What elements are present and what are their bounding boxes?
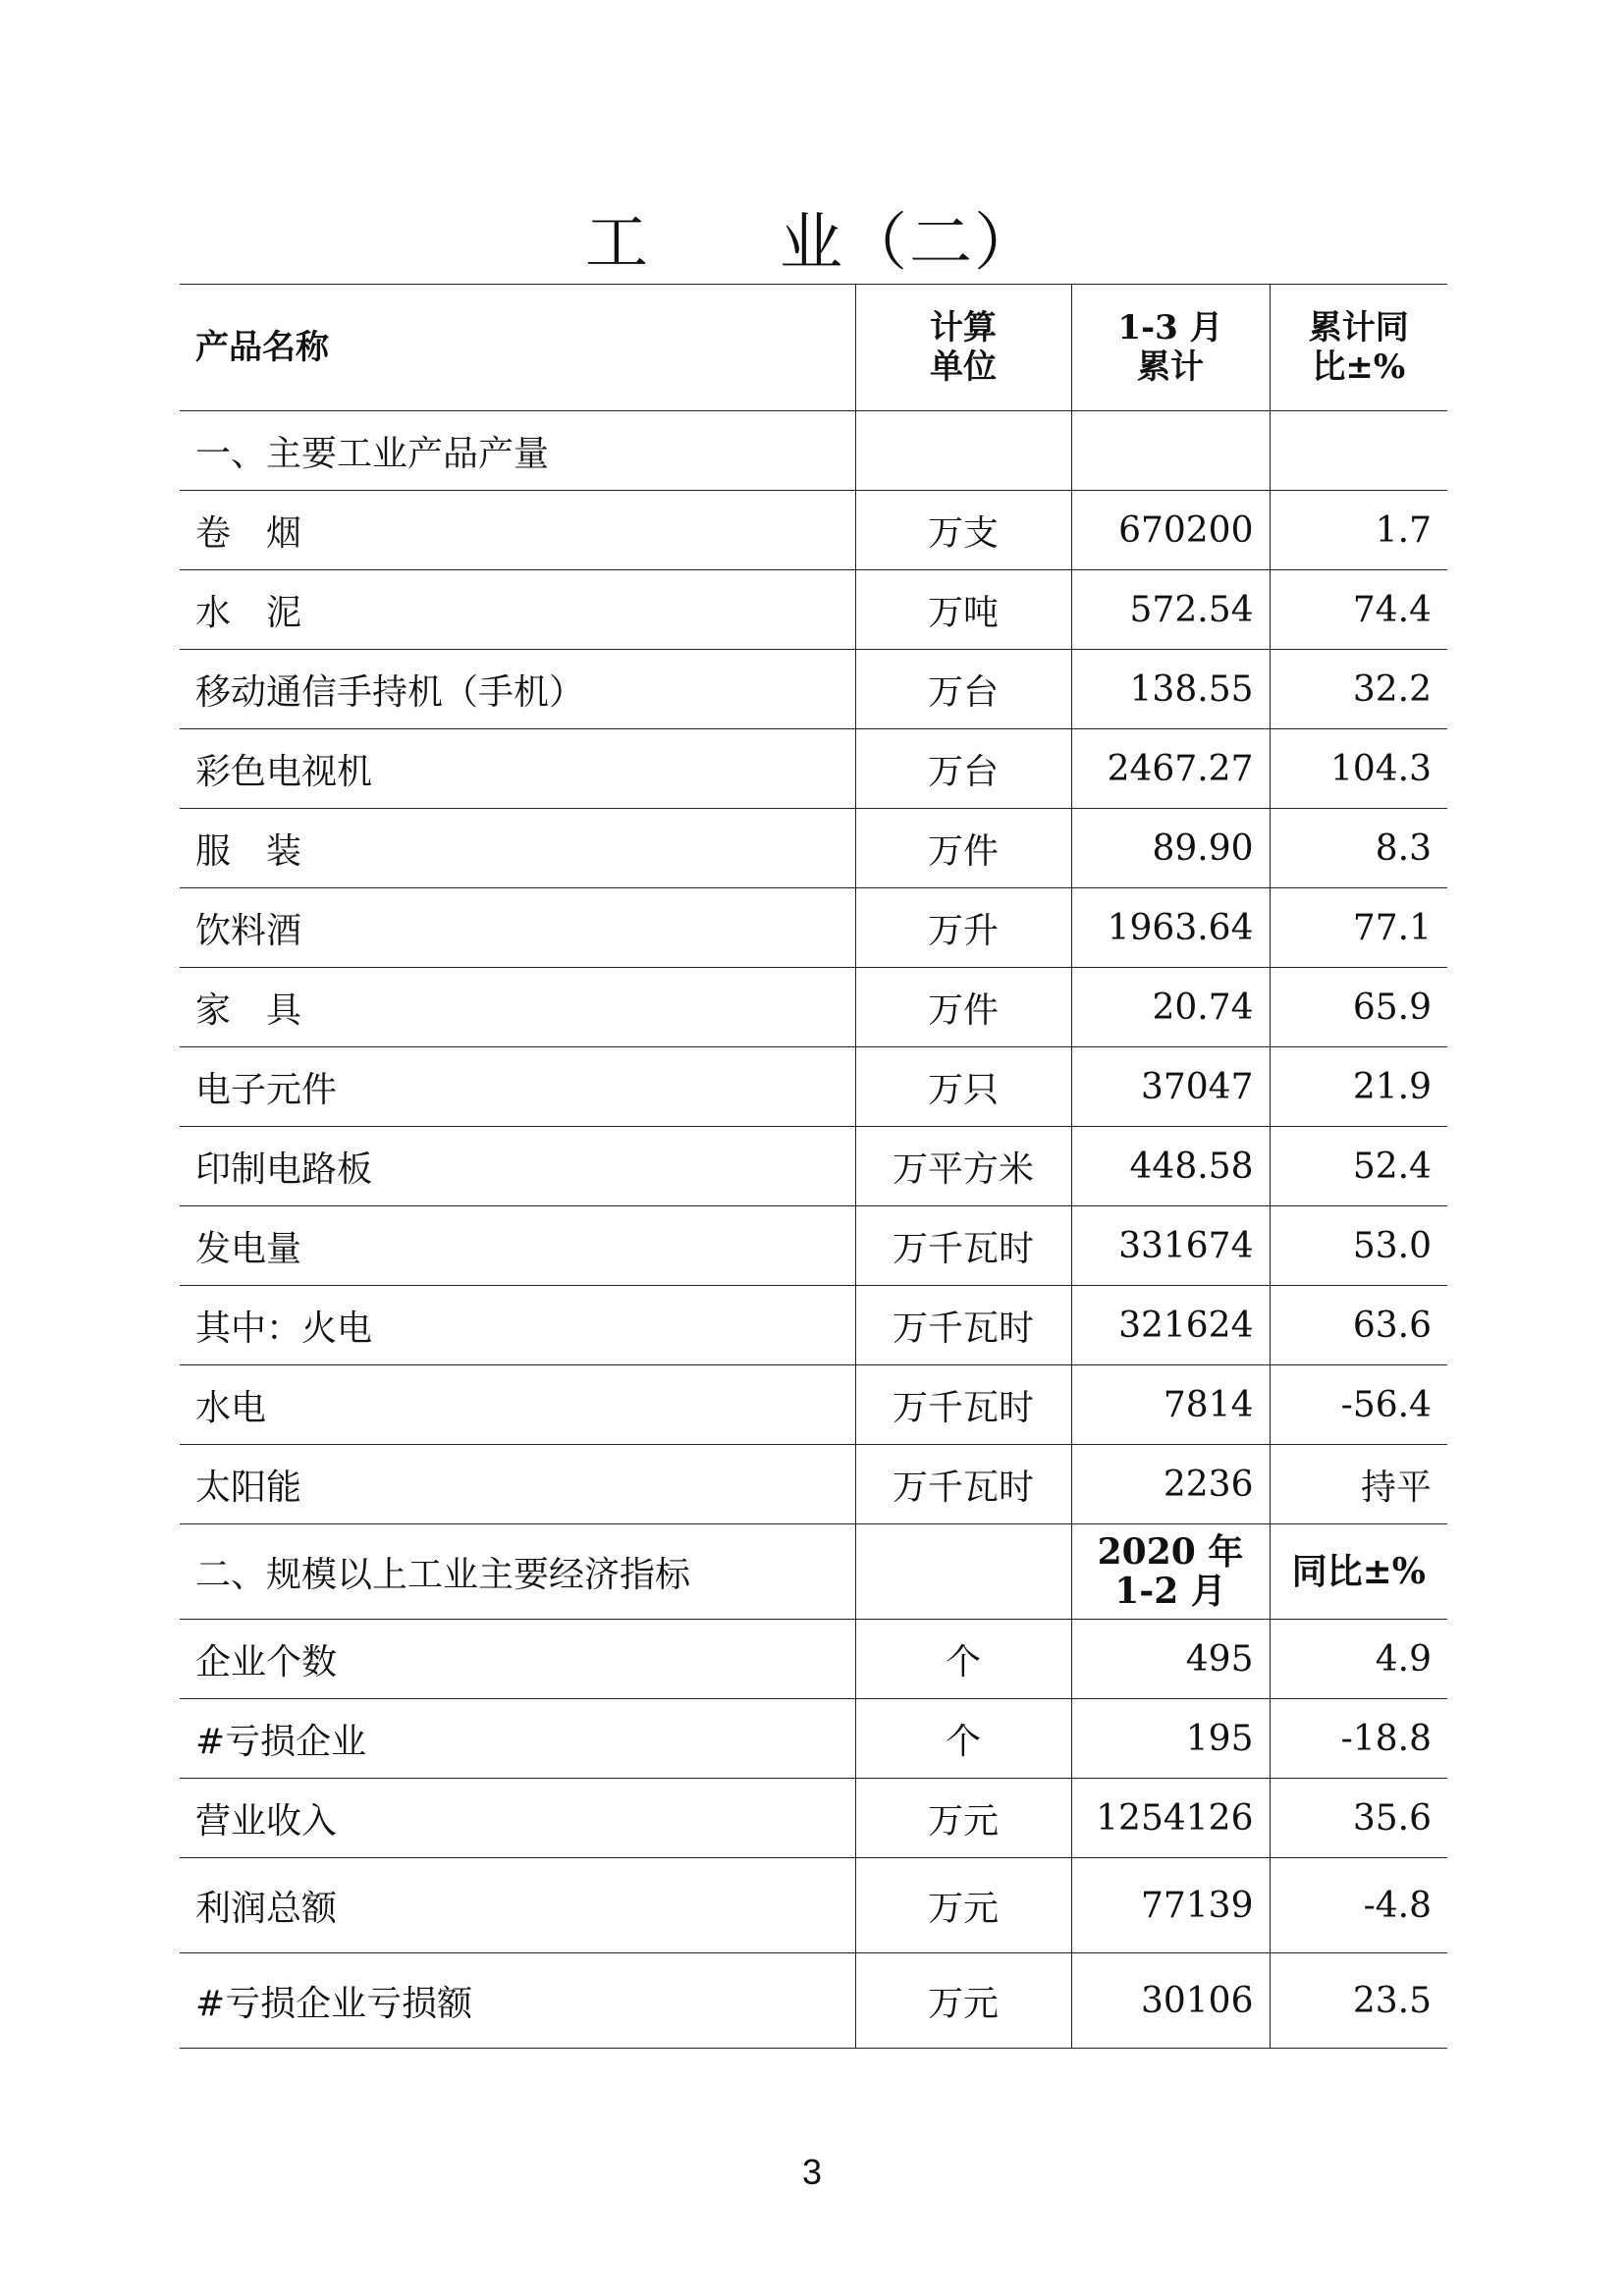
row-unit: 万千瓦时 xyxy=(855,1286,1071,1365)
row-unit: 万吨 xyxy=(855,570,1071,650)
row-yoy: 23.5 xyxy=(1270,1953,1447,2049)
row-value: 670200 xyxy=(1071,491,1270,570)
row-name: 发电量 xyxy=(180,1206,855,1286)
row-value: 448.58 xyxy=(1071,1127,1270,1206)
row-value: 495 xyxy=(1071,1620,1270,1699)
table-row xyxy=(180,1953,1447,2049)
table-row xyxy=(180,1858,1447,1953)
row-unit: 个 xyxy=(855,1699,1071,1779)
row-name: 水电 xyxy=(180,1365,855,1445)
row-name: #亏损企业亏损额 xyxy=(180,1953,855,2049)
header-unit-line2: 单位 xyxy=(930,347,997,387)
section2-value-line1: 2020 年 xyxy=(1097,1531,1244,1573)
row-name: 家 具 xyxy=(180,968,855,1047)
row-unit: 个 xyxy=(855,1620,1071,1699)
table-row xyxy=(180,570,1447,650)
row-value: 1963.64 xyxy=(1071,888,1270,968)
row-yoy: 持平 xyxy=(1270,1445,1447,1524)
row-name: 服 装 xyxy=(180,809,855,888)
row-name: 太阳能 xyxy=(180,1445,855,1524)
row-value: 195 xyxy=(1071,1699,1270,1779)
row-unit: 万件 xyxy=(855,968,1071,1047)
row-name: 营业收入 xyxy=(180,1779,855,1858)
row-yoy: -56.4 xyxy=(1270,1365,1447,1445)
table-row xyxy=(180,491,1447,570)
row-yoy: 35.6 xyxy=(1270,1779,1447,1858)
row-yoy: 1.7 xyxy=(1270,491,1447,570)
header-yoy-line1: 累计同 xyxy=(1308,308,1409,347)
row-name: 印制电路板 xyxy=(180,1127,855,1206)
row-unit: 万元 xyxy=(855,1858,1071,1953)
row-name: #亏损企业 xyxy=(180,1699,855,1779)
row-value: 2467.27 xyxy=(1071,729,1270,809)
row-value: 572.54 xyxy=(1071,570,1270,650)
row-unit: 万台 xyxy=(855,650,1071,729)
empty-cell xyxy=(1071,411,1270,491)
section2-value-header xyxy=(1071,1524,1270,1620)
empty-cell xyxy=(1270,411,1447,491)
row-yoy: 53.0 xyxy=(1270,1206,1447,1286)
row-value: 30106 xyxy=(1071,1953,1270,2049)
row-name: 其中：火电 xyxy=(180,1286,855,1365)
header-unit-line1: 计算 xyxy=(930,308,997,347)
row-name: 卷 烟 xyxy=(180,491,855,570)
table-row xyxy=(180,968,1447,1047)
header-value-line1: 1-3 月 xyxy=(1117,308,1223,347)
section-row xyxy=(180,1524,1447,1620)
row-yoy: 21.9 xyxy=(1270,1047,1447,1127)
table-row xyxy=(180,1779,1447,1858)
row-unit: 万元 xyxy=(855,1953,1071,2049)
row-name: 水 泥 xyxy=(180,570,855,650)
row-unit: 万升 xyxy=(855,888,1071,968)
section2-yoy-header: 同比±% xyxy=(1270,1524,1447,1620)
row-yoy: 8.3 xyxy=(1270,809,1447,888)
table-row xyxy=(180,809,1447,888)
row-name: 企业个数 xyxy=(180,1620,855,1699)
page-title: 工 业（二） xyxy=(585,207,1039,280)
industry-table xyxy=(180,284,1447,2049)
row-value: 321624 xyxy=(1071,1286,1270,1365)
row-value: 7814 xyxy=(1071,1365,1270,1445)
row-value: 1254126 xyxy=(1071,1779,1270,1858)
row-unit: 万平方米 xyxy=(855,1127,1071,1206)
row-name: 电子元件 xyxy=(180,1047,855,1127)
row-unit: 万件 xyxy=(855,809,1071,888)
row-unit: 万台 xyxy=(855,729,1071,809)
row-yoy: 63.6 xyxy=(1270,1286,1447,1365)
section2-label: 二、规模以上工业主要经济指标 xyxy=(180,1524,855,1620)
row-value: 20.74 xyxy=(1071,968,1270,1047)
row-name: 移动通信手持机（手机） xyxy=(180,650,855,729)
row-name: 饮料酒 xyxy=(180,888,855,968)
row-yoy: 52.4 xyxy=(1270,1127,1447,1206)
row-unit: 万千瓦时 xyxy=(855,1445,1071,1524)
table-row xyxy=(180,1206,1447,1286)
row-yoy: 74.4 xyxy=(1270,570,1447,650)
table-row xyxy=(180,1127,1447,1206)
table-row xyxy=(180,1047,1447,1127)
empty-cell xyxy=(855,1524,1071,1620)
table-row xyxy=(180,1620,1447,1699)
row-yoy: 77.1 xyxy=(1270,888,1447,968)
row-value: 138.55 xyxy=(1071,650,1270,729)
page-number: 3 xyxy=(801,2152,823,2192)
header-unit xyxy=(855,285,1071,411)
row-unit: 万支 xyxy=(855,491,1071,570)
row-value: 89.90 xyxy=(1071,809,1270,888)
section-row xyxy=(180,411,1447,491)
table-row xyxy=(180,729,1447,809)
row-value: 37047 xyxy=(1071,1047,1270,1127)
header-yoy xyxy=(1270,285,1447,411)
table-row xyxy=(180,888,1447,968)
row-unit: 万只 xyxy=(855,1047,1071,1127)
row-yoy: -18.8 xyxy=(1270,1699,1447,1779)
header-value xyxy=(1071,285,1270,411)
table-row xyxy=(180,1445,1447,1524)
section1-label: 一、主要工业产品产量 xyxy=(180,411,855,491)
table-header-row xyxy=(180,285,1447,411)
empty-cell xyxy=(855,411,1071,491)
row-yoy: -4.8 xyxy=(1270,1858,1447,1953)
row-yoy: 32.2 xyxy=(1270,650,1447,729)
table-row xyxy=(180,1286,1447,1365)
table-row xyxy=(180,650,1447,729)
header-product-name: 产品名称 xyxy=(180,285,855,411)
table-row xyxy=(180,1365,1447,1445)
row-name: 利润总额 xyxy=(180,1858,855,1953)
row-unit: 万千瓦时 xyxy=(855,1206,1071,1286)
row-unit: 万元 xyxy=(855,1779,1071,1858)
table-row xyxy=(180,1699,1447,1779)
row-name: 彩色电视机 xyxy=(180,729,855,809)
row-value: 2236 xyxy=(1071,1445,1270,1524)
row-yoy: 4.9 xyxy=(1270,1620,1447,1699)
row-yoy: 104.3 xyxy=(1270,729,1447,809)
row-unit: 万千瓦时 xyxy=(855,1365,1071,1445)
header-yoy-line2: 比±% xyxy=(1312,347,1406,387)
row-value: 331674 xyxy=(1071,1206,1270,1286)
row-value: 77139 xyxy=(1071,1858,1270,1953)
row-yoy: 65.9 xyxy=(1270,968,1447,1047)
section2-value-line2: 1-2 月 xyxy=(1114,1571,1226,1612)
header-value-line2: 累计 xyxy=(1137,347,1204,387)
